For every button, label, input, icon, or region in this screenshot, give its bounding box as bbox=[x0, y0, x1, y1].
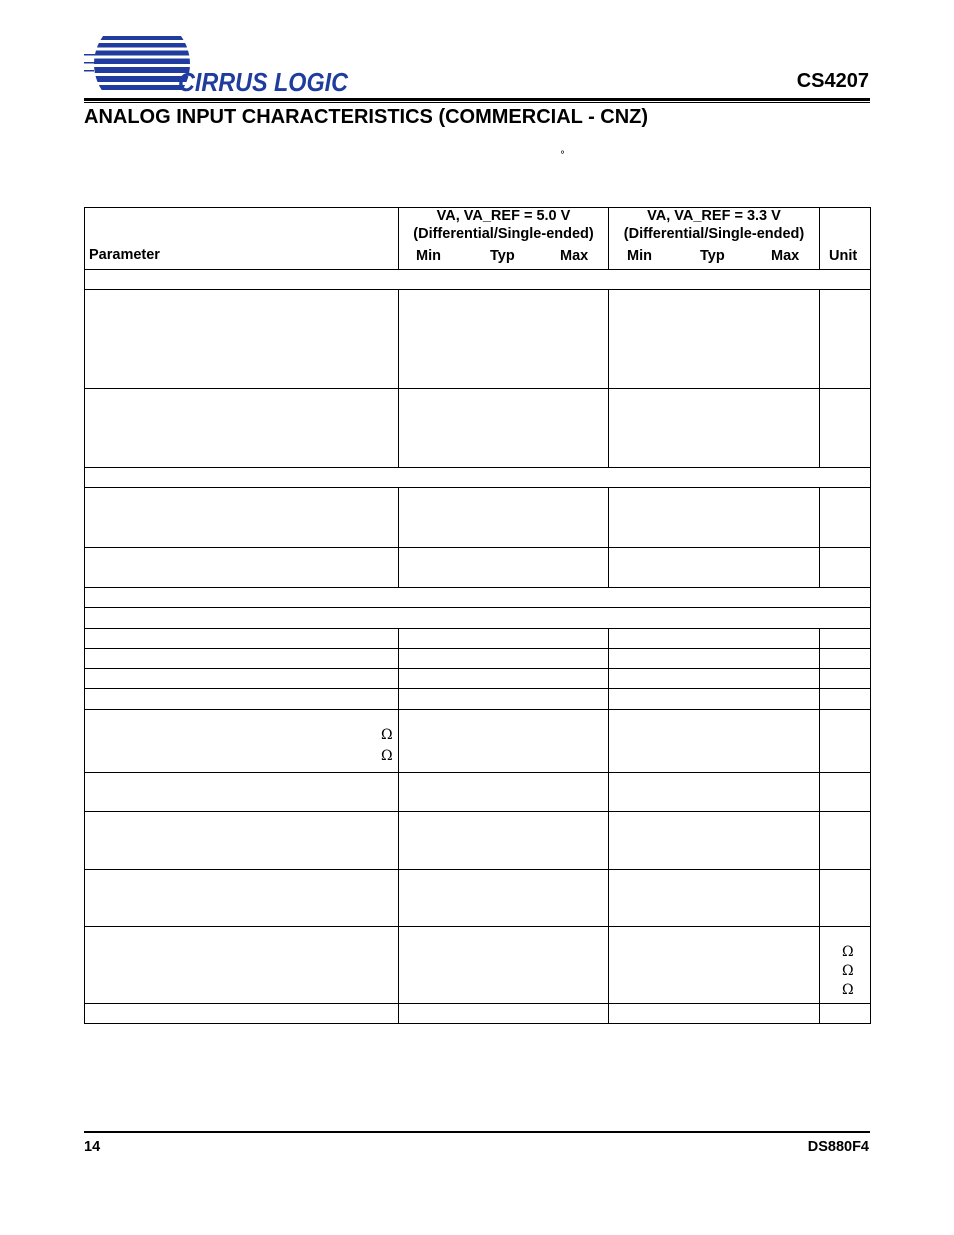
col-sep-2 bbox=[608, 289, 609, 467]
part-number: CS4207 bbox=[796, 70, 869, 92]
row-line bbox=[84, 1003, 871, 1004]
header-33v-line2: (Differential/Single-ended) bbox=[623, 226, 805, 242]
header-rule-thin bbox=[84, 102, 870, 103]
omega-symbol: Ω bbox=[842, 963, 854, 979]
degree-symbol: ° bbox=[560, 150, 565, 161]
footer-rule bbox=[84, 1131, 870, 1133]
logo-wordmark: CIRRUS LOGIC bbox=[178, 67, 350, 96]
col-sep-3 bbox=[819, 207, 820, 269]
omega-symbol: Ω bbox=[842, 944, 854, 960]
col-sep-3 bbox=[819, 487, 820, 587]
row-line bbox=[84, 487, 871, 488]
cirrus-logic-logo bbox=[84, 34, 356, 96]
row-line bbox=[84, 668, 871, 669]
page-number: 14 bbox=[84, 1139, 101, 1155]
header-unit: Unit bbox=[829, 248, 858, 264]
header-5v-min: Min bbox=[416, 248, 441, 264]
row-line bbox=[84, 688, 871, 689]
characteristics-table bbox=[84, 207, 871, 1024]
table-border-bottom bbox=[84, 1023, 871, 1024]
row-line bbox=[84, 648, 871, 649]
header-5v-max: Max bbox=[560, 248, 589, 264]
table-border-right bbox=[870, 207, 871, 1024]
omega-symbol: Ω bbox=[842, 982, 854, 998]
header-5v-line2: (Differential/Single-ended) bbox=[413, 226, 594, 242]
col-sep-1 bbox=[398, 487, 399, 587]
header-5v-typ: Typ bbox=[490, 248, 515, 264]
col-sep-2 bbox=[608, 487, 609, 587]
row-line bbox=[84, 709, 871, 710]
omega-symbol: Ω bbox=[381, 748, 393, 764]
col-sep-3 bbox=[819, 628, 820, 1024]
row-line bbox=[84, 607, 871, 608]
table-border-left bbox=[84, 207, 85, 1024]
header-33v-min: Min bbox=[627, 248, 652, 264]
row-line bbox=[84, 628, 871, 629]
col-sep-3 bbox=[819, 289, 820, 467]
header-parameter: Parameter bbox=[89, 247, 160, 263]
section-title: ANALOG INPUT CHARACTERISTICS (COMMERCIAL - CNZ) bbox=[84, 106, 649, 128]
row-line bbox=[84, 869, 871, 870]
row-line bbox=[84, 388, 871, 389]
row-line bbox=[84, 269, 871, 270]
document-id: DS880F4 bbox=[807, 1139, 869, 1155]
col-sep-1 bbox=[398, 289, 399, 467]
row-line bbox=[84, 811, 871, 812]
omega-symbol: Ω bbox=[381, 727, 393, 743]
header-33v-line1: VA, VA_REF = 3.3 V bbox=[647, 208, 781, 224]
header-33v-max: Max bbox=[771, 248, 800, 264]
row-line bbox=[84, 547, 871, 548]
header-33v-typ: Typ bbox=[700, 248, 725, 264]
col-sep-1 bbox=[398, 628, 399, 1024]
header-rule bbox=[84, 98, 870, 101]
row-line bbox=[84, 467, 871, 468]
row-line bbox=[84, 772, 871, 773]
header-5v-line1: VA, VA_REF = 5.0 V bbox=[436, 208, 571, 224]
row-line bbox=[84, 289, 871, 290]
row-line bbox=[84, 587, 871, 588]
row-line bbox=[84, 926, 871, 927]
col-sep-2 bbox=[608, 628, 609, 1024]
